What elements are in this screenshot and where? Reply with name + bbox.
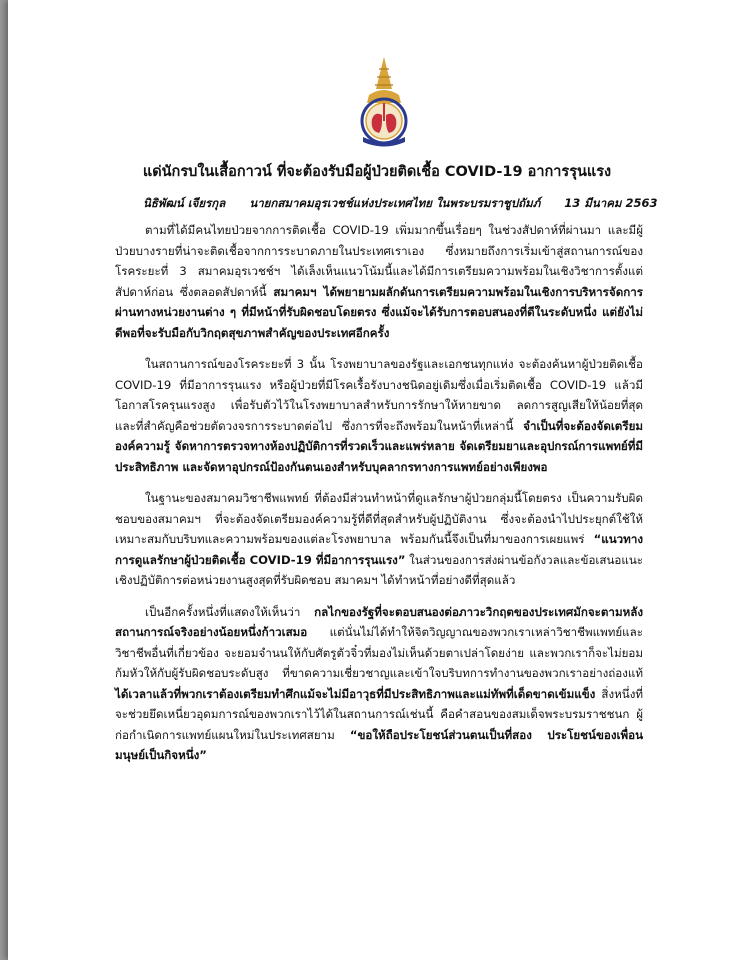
text-run: สิ่งหนึ่งที่จะช่วยยึดเหนี่ยวอุดมการณ์ของพวกเราไว้ได้ในสถานการณ์เช่นนี้ คือคำสอนของสมเด็จพระบรมราชชนก ผู้ก่อกำเนิดการแพทย์แผนใหม่ในประเทศสยาม: [115, 686, 643, 742]
paragraph-3: [115, 488, 643, 591]
paragraph-2: [115, 354, 643, 477]
text-run: ในส่วนของการส่งผ่านข้อกังวลและข้อเสนอแนะเชิงปฏิบัติการต่อหน่วยงานสูงสุดที่รับผิดชอบ สมาคมฯ ได้ทำหน้าที่อย่างดีที่สุดแล้ว: [115, 552, 643, 587]
author-line: [143, 195, 703, 213]
text-run: แต่นั่นไม่ได้ทำให้จิตวิญญาณของพวกเราเหล่าวิชาชีพแพทย์และวิชาชีพอื่นที่เกี่ยวข้อง จะยอมจำนนให้กับศัตรูตัวจิ๋วที่มองไม่เห็นด้วยตาเปล่าโดยง่าย และพวกเราก็จะไม่ยอมก้มหัวให้กับผู้รับผิดชอบระดับสูง ที่ขาดความเชี่ยวชาญและเข้าใจบริบทการทำงานของพวกเราอย่างถ่องแท้: [115, 625, 643, 680]
author-position: นายกสมาคมอุรเวชช์แห่งประเทศไทย ในพระบรมราชูปถัมภ์: [249, 196, 541, 210]
document-body: [115, 220, 643, 777]
bold-text-run: กลไกของรัฐที่จะตอบสนองต่อภาวะวิกฤตของประเทศมักจะตามหลังสถานการณ์จริงอย่างน้อยหนึ่งก้าวเสมอ: [115, 604, 643, 639]
document-title: แด่นักรบในเสื้อกาวน์ ที่จะต้องรับมือผู้ป่วยติดเชื้อ COVID-19 อาการรุนแรง: [142, 164, 612, 180]
bold-text-run: “แนวทางการดูแลรักษาผู้ป่วยติดเชื้อ COVID-19 ที่มีอาการรุนแรง”: [115, 532, 643, 567]
paragraph-4: [115, 602, 643, 766]
document-page: [8, 0, 746, 960]
bold-text-run: “ขอให้ถือประโยชน์ส่วนตนเป็นที่สอง ประโยชน์ของเพื่อนมนุษย์เป็นกิจหนึ่ง”: [115, 727, 644, 762]
association-emblem-icon: [355, 55, 413, 147]
text-run: ในสถานการณ์ของโรคระยะที่ 3 นั้น โรงพยาบาลของรัฐและเอกชนทุกแห่ง จะต้องค้นหาผู้ป่วยติดเชื้อ COVID-19 ที่มีอาการรุนแรง หรือผู้ป่วยที่มีโรคเรื้อรังบางชนิดอยู่เดิมซึ่งเมื่อเริ่มติดเชื้อ COVID-19 แล้วมีโอกาสโรครุนแรงสูง เพื่อรับตัวไว้ในโรงพยาบาลสำหรับการรักษาให้หายขาด ลดการสูญเสียให้น้อยที่สุด และที่สำคัญคือช่วยตัดวงจรการระบาดต่อไป ซึ่งการที่จะถึงพร้อมในหน้าที่เหล่านี้: [115, 357, 643, 433]
bold-text-run: สมาคมฯ ได้พยายามผลักดันการเตรียมความพร้อมในเชิงการบริหารจัดการผ่านทางหน่วยงานต่าง ๆ ที่มีหน้าที่รับผิดชอบโดยตรง ซึ่งแม้จะได้รับการตอบสนองที่ดีในระดับหนึ่ง แต่ยังไม่ดีพอที่จะรับมือกับวิกฤตสุขภาพสำคัญของประเทศอีกครั้ง: [115, 284, 643, 340]
bold-text-run: ได้เวลาแล้วที่พวกเราต้องเตรียมทำศึกแม้จะไม่มีอาวุธที่มีประสิทธิภาพและแม่ทัพที่เด็ดขาดเข้มแข็ง: [115, 686, 596, 701]
document-date: 13 มีนาคม 2563: [564, 196, 658, 210]
paragraph-1: [115, 220, 643, 343]
bold-text-run: จำเป็นที่จะต้องจัดเตรียมองค์ความรู้ จัดหาการตรวจทางห้องปฏิบัติการที่รวดเร็วและแพร่หลาย จัดเตรียมยาและอุปกรณ์การแพทย์ที่มีประสิทธิภาพ และจัดหาอุปกรณ์ป้องกันตนเองสำหรับบุคลากรทางการแพทย์อย่างเพียงพอ: [115, 418, 643, 474]
author-name: นิธิพัฒน์ เจียรกุล: [143, 196, 226, 210]
text-run: ตามที่ได้มีคนไทยป่วยจากการติดเชื้อ COVID-19 เพิ่มมากขึ้นเรื่อยๆ ในช่วงสัปดาห์ที่ผ่านมา และมีผู้ป่วยบางรายที่น่าจะติดเชื้อจากการระบาดภายในประเทศเราเอง ซึ่งหมายถึงการเริ่มเข้าสู่สถานการณ์ของโรคระยะที่ 3 สมาคมอุรเวชช์ฯ ได้เล็งเห็นแนวโน้มนี้และได้มีการเตรียมความพร้อมในเชิงวิชาการตั้งแต่สัปดาห์ก่อน ซึ่งตลอดสัปดาห์นี้: [115, 223, 643, 299]
text-run: ในฐานะของสมาคมวิชาชีพแพทย์ ที่ต้องมีส่วนทำหน้าที่ดูแลรักษาผู้ป่วยกลุ่มนี้โดยตรง เป็นความรับผิดชอบของสมาคมฯ ที่จะต้องจัดเตรียมองค์ความรู้ที่ดีที่สุดสำหรับผู้ปฏิบัติงาน ซึ่งจะต้องนำไปประยุกต์ใช้ให้เหมาะสมกับบริบทและความพร้อมของแต่ละโรงพยาบาล พร้อมกันนี้จึงเป็นที่มาของการเผยแพร่: [115, 491, 643, 546]
text-run: เป็นอีกครั้งหนึ่งที่แสดงให้เห็นว่า: [145, 604, 315, 619]
